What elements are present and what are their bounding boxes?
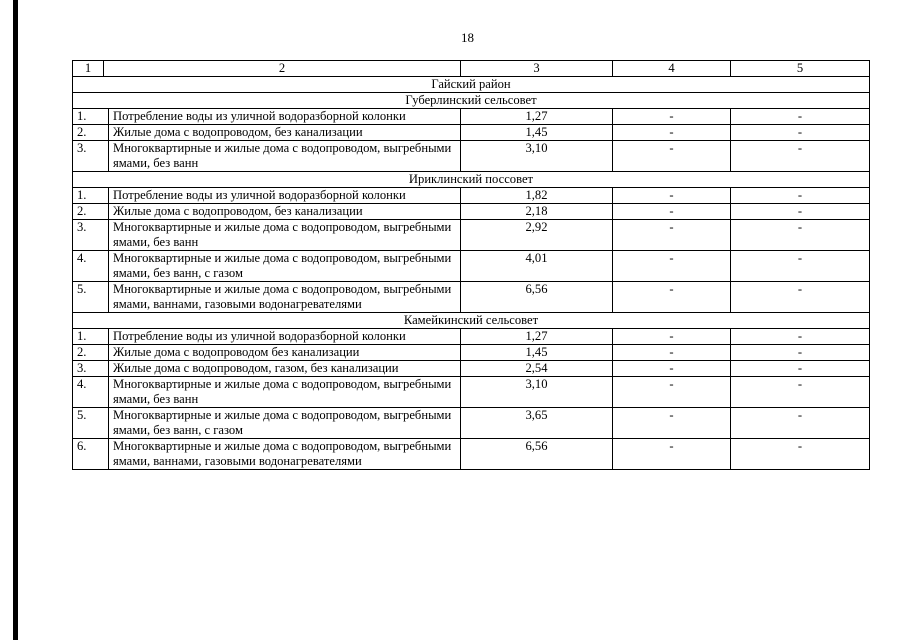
table-row [73,345,870,361]
section-title: Губерлинский сельсовет [73,93,870,109]
row-value: 6,56 [461,439,613,470]
row-col-4: - [613,282,731,313]
row-description: Потребление воды из уличной водоразборной колонки [109,109,461,125]
row-col-4: - [613,188,731,204]
row-number: 1. [73,188,109,204]
row-col-5: - [731,345,870,361]
row-col-4: - [613,329,731,345]
row-col-5: - [731,408,870,439]
row-number: 4. [73,251,109,282]
row-value: 3,10 [461,141,613,172]
row-value: 3,65 [461,408,613,439]
table-row [73,329,870,345]
row-col-5: - [731,109,870,125]
table-row [73,251,870,282]
row-number: 2. [73,125,109,141]
row-col-5: - [731,220,870,251]
row-col-4: - [613,125,731,141]
row-col-4: - [613,377,731,408]
header-col-5: 5 [731,61,870,77]
district-title: Гайский район [73,77,870,93]
header-col-2: 2 [278,61,286,75]
row-number: 2. [73,204,109,220]
row-value: 3,10 [461,377,613,408]
section-title: Ириклинский поссовет [73,172,870,188]
section-title: Камейкинский сельсовет [73,313,870,329]
table-row [73,204,870,220]
section-row [73,172,870,188]
row-description: Жилые дома с водопроводом, без канализации [109,125,461,141]
row-number: 1. [73,109,109,125]
page-number: 18 [461,30,474,45]
row-value: 2,92 [461,220,613,251]
scan-edge-bar [13,0,18,640]
header-cell-1-2 [73,61,461,77]
row-description: Жилые дома с водопроводом, без канализации [109,204,461,220]
row-description: Потребление воды из уличной водоразборной колонки [109,188,461,204]
row-col-5: - [731,439,870,470]
row-col-5: - [731,329,870,345]
row-value: 4,01 [461,251,613,282]
table-row [73,377,870,408]
table-row [73,188,870,204]
row-col-5: - [731,188,870,204]
row-description: Многоквартирные и жилые дома с водопроводом, выгребными ямами, без ванн [109,141,461,172]
row-col-5: - [731,204,870,220]
row-description: Многоквартирные и жилые дома с водопроводом, выгребными ямами, без ванн [109,220,461,251]
row-number: 3. [73,220,109,251]
row-col-5: - [731,361,870,377]
row-col-4: - [613,141,731,172]
row-col-5: - [731,141,870,172]
row-col-4: - [613,408,731,439]
row-description: Многоквартирные и жилые дома с водопроводом, выгребными ямами, ваннами, газовыми водонагревателями [109,282,461,313]
row-description: Многоквартирные и жилые дома с водопроводом, выгребными ямами, без ванн, с газом [109,251,461,282]
table-row [73,282,870,313]
row-col-4: - [613,220,731,251]
row-value: 2,54 [461,361,613,377]
row-number: 1. [73,329,109,345]
row-col-5: - [731,251,870,282]
table-row [73,141,870,172]
row-number: 3. [73,141,109,172]
row-number: 3. [73,361,109,377]
row-col-4: - [613,361,731,377]
table-row [73,109,870,125]
row-number: 2. [73,345,109,361]
header-col-1: 1 [73,61,104,76]
row-description: Жилые дома с водопроводом, газом, без канализации [109,361,461,377]
tariff-table [72,60,870,470]
row-col-5: - [731,377,870,408]
row-number: 5. [73,282,109,313]
row-number: 6. [73,439,109,470]
row-col-4: - [613,251,731,282]
row-col-4: - [613,345,731,361]
row-col-4: - [613,109,731,125]
row-description: Потребление воды из уличной водоразборной колонки [109,329,461,345]
table-header-row [73,61,870,77]
row-value: 6,56 [461,282,613,313]
row-value: 2,18 [461,204,613,220]
row-col-4: - [613,204,731,220]
row-value: 1,45 [461,125,613,141]
row-description: Многоквартирные и жилые дома с водопроводом, выгребными ямами, без ванн, с газом [109,408,461,439]
row-value: 1,27 [461,109,613,125]
row-value: 1,82 [461,188,613,204]
header-col-3: 3 [461,61,613,77]
section-row [73,93,870,109]
table-row [73,408,870,439]
table-row [73,125,870,141]
table-row [73,220,870,251]
row-description: Жилые дома с водопроводом без канализации [109,345,461,361]
row-value: 1,45 [461,345,613,361]
district-row [73,77,870,93]
row-col-5: - [731,125,870,141]
header-col-4: 4 [613,61,731,77]
section-row [73,313,870,329]
row-number: 5. [73,408,109,439]
table-row [73,439,870,470]
row-description: Многоквартирные и жилые дома с водопроводом, выгребными ямами, ваннами, газовыми водонагревателями [109,439,461,470]
row-number: 4. [73,377,109,408]
row-value: 1,27 [461,329,613,345]
row-description: Многоквартирные и жилые дома с водопроводом, выгребными ямами, без ванн [109,377,461,408]
row-col-4: - [613,439,731,470]
table-body [73,61,870,470]
row-col-5: - [731,282,870,313]
table-row [73,361,870,377]
